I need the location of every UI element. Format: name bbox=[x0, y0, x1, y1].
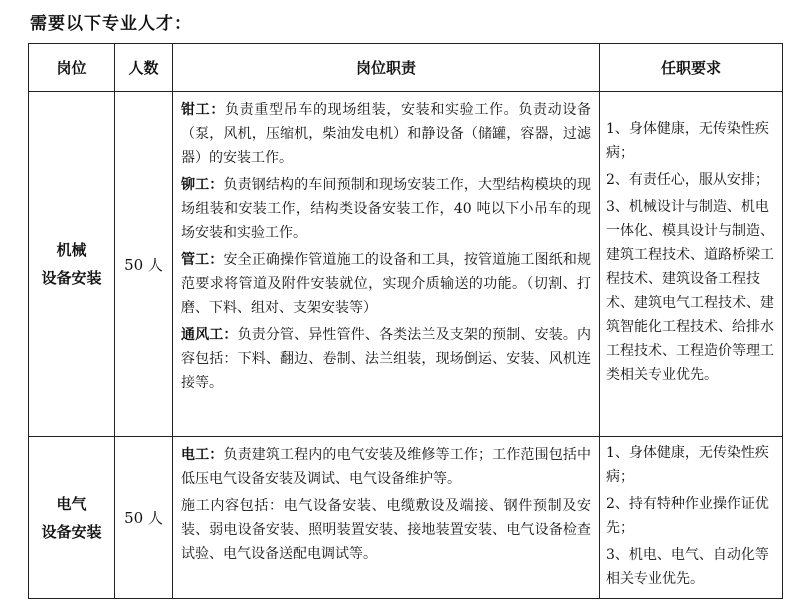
duty-title: 电工： bbox=[181, 447, 224, 463]
position-label: 设备安装 bbox=[41, 269, 102, 287]
table-header-row bbox=[29, 44, 783, 92]
duty-text: 负责重型吊车的现场组装，安装和实验工作。负责动设备（泵，风机，压缩机，柴油发电机）和静设备（储罐，容器，过滤器）的安装工作。 bbox=[181, 102, 591, 166]
duty-item bbox=[181, 248, 591, 320]
header-requirements: 任职要求 bbox=[600, 44, 783, 92]
requirements-cell bbox=[600, 437, 783, 599]
requirement-item: 1、身体健康，无传染性疾病； bbox=[606, 445, 769, 485]
position-label: 设备安装 bbox=[41, 522, 102, 541]
requirement-item: 2、有责任心，服从安排； bbox=[606, 172, 769, 188]
duty-item bbox=[181, 323, 591, 395]
duty-item bbox=[181, 494, 591, 566]
table-row bbox=[29, 92, 783, 437]
duty-title: 铆工： bbox=[181, 177, 224, 193]
duty-item bbox=[181, 173, 591, 245]
talent-table bbox=[28, 43, 783, 599]
position-label: 机械 bbox=[56, 241, 87, 259]
requirement-item: 3、机械设计与制造、机电一体化、模具设计与制造、建筑工程技术、道路桥梁工程技术、建筑设备工程技术、建筑电气工程技术、建筑智能化工程技术、给排水工程技术、工程造价等理工类相关专业优先。 bbox=[606, 199, 774, 383]
position-label: 电气 bbox=[56, 494, 87, 513]
duty-title: 通风工： bbox=[181, 327, 238, 343]
duties-cell bbox=[173, 437, 600, 599]
count-cell: 50 人 bbox=[115, 92, 173, 437]
duty-text: 负责分管、异性管件、各类法兰及支架的预制、安装。内容包括：下料、翻边、卷制、法兰组装，现场倒运、安装、风机连接等。 bbox=[181, 327, 592, 391]
requirements-cell bbox=[600, 92, 783, 437]
duties-cell bbox=[173, 92, 600, 437]
duty-text: 负责钢结构的车间预制和现场安装工作，大型结构模块的现场组装和安装工作，结构类设备安装工作，40 吨以下小吊车的现场安装和实验工作。 bbox=[181, 177, 592, 241]
requirement-item: 3、机电、电气、自动化等相关专业优先。 bbox=[606, 547, 769, 587]
duty-item bbox=[181, 98, 591, 170]
header-duties: 岗位职责 bbox=[173, 44, 600, 92]
count-cell: 50 人 bbox=[115, 437, 173, 599]
requirement-item: 1、身体健康，无传染性疾病； bbox=[606, 121, 769, 161]
duty-text: 施工内容包括：电气设备安装、电缆敷设及端接、钢件预制及安装、弱电设备安装、照明装置安装、接地装置安装、电气设备检查试验、电气设备送配电调试等。 bbox=[181, 498, 591, 562]
table-row bbox=[29, 437, 783, 599]
duty-text: 安全正确操作管道施工的设备和工具，按管道施工图纸和规范要求将管道及附件安装就位，实现介质输送的功能。（切割、打磨、下料、组对、支架安装等） bbox=[181, 252, 592, 316]
position-cell bbox=[29, 92, 115, 437]
page-heading: 需要以下专业人才： bbox=[30, 14, 192, 34]
duty-title: 管工： bbox=[181, 252, 224, 268]
duty-item bbox=[181, 443, 591, 491]
header-count: 人数 bbox=[115, 44, 173, 92]
requirement-item: 2、持有特种作业操作证优先； bbox=[606, 496, 769, 536]
position-cell bbox=[29, 437, 115, 599]
duty-title: 钳工： bbox=[181, 102, 225, 118]
duty-text: 负责建筑工程内的电气安装及维修等工作；工作范围包括中低压电气设备安装及调试、电气设备维护等。 bbox=[181, 447, 592, 487]
header-position: 岗位 bbox=[29, 44, 115, 92]
